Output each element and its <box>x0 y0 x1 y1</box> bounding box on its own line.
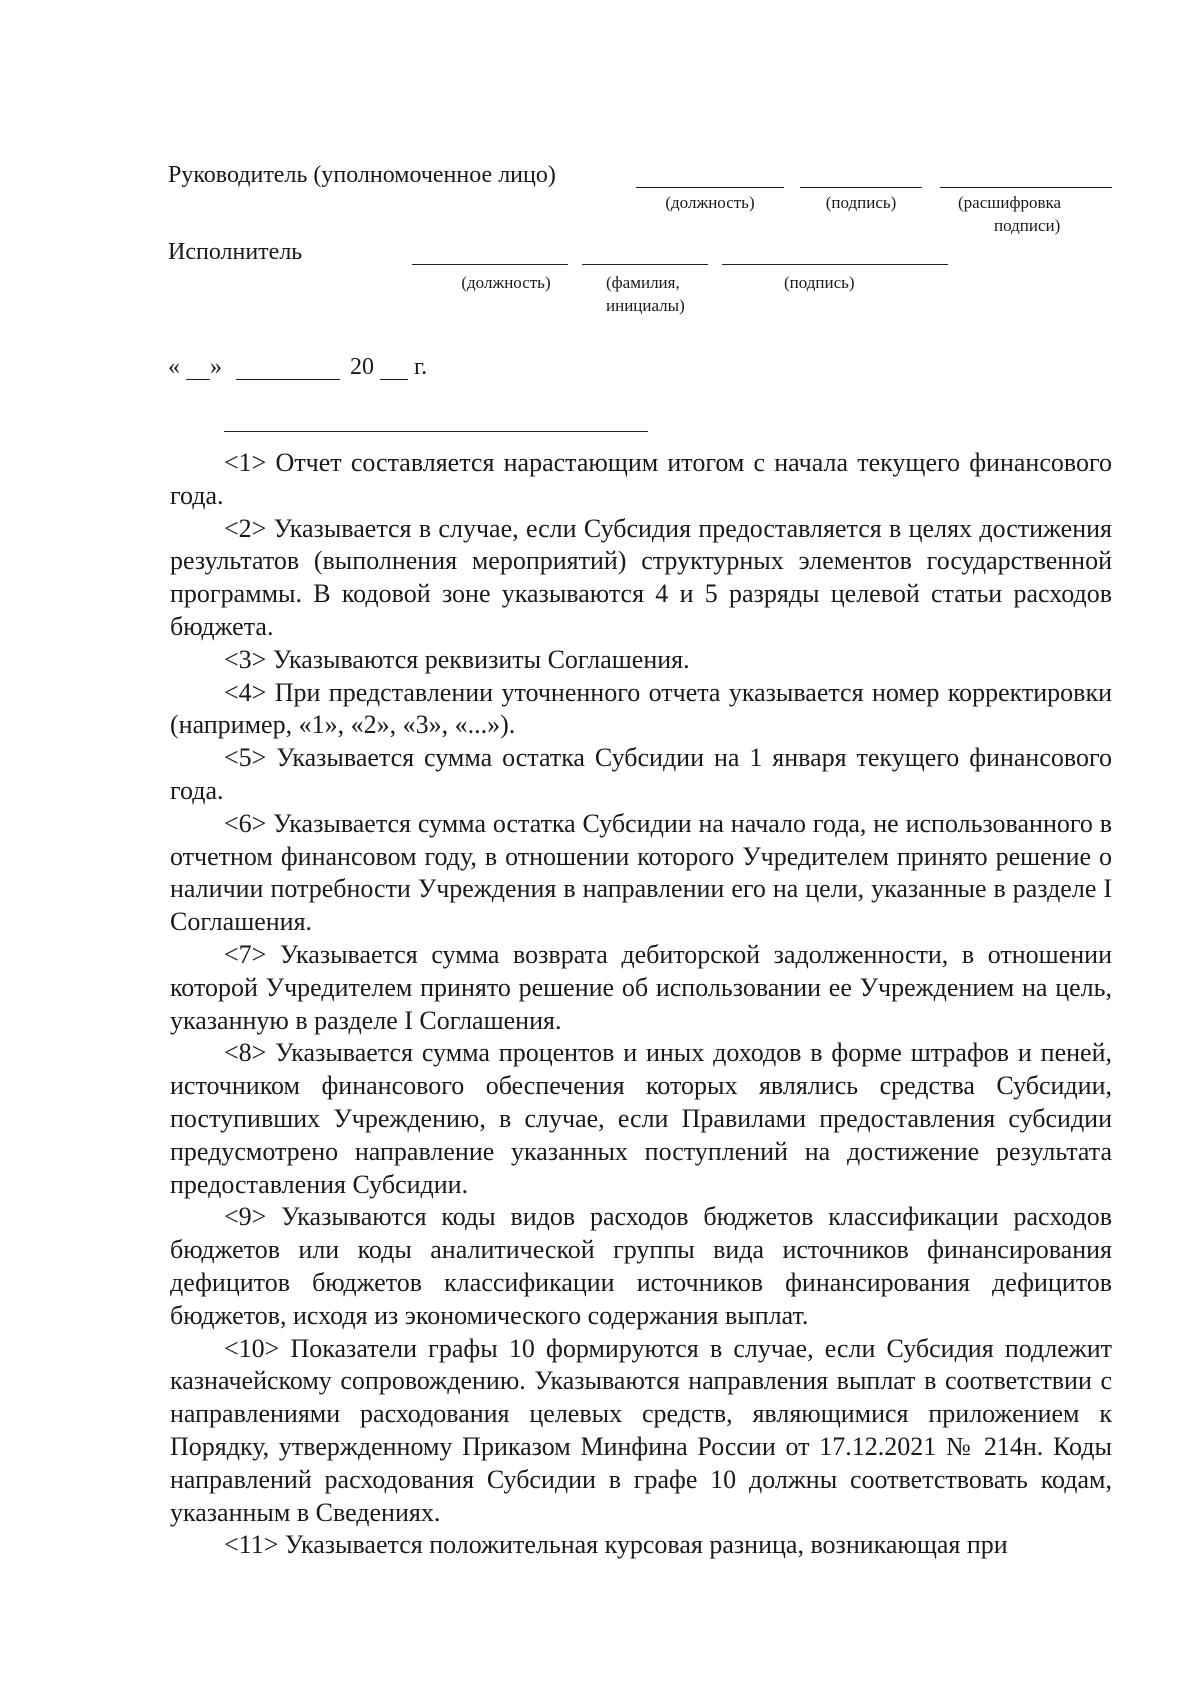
head-position-line <box>636 187 784 188</box>
footnote-3: <3> Указываются реквизиты Соглашения. <box>224 644 690 674</box>
date-quote-close: » <box>210 354 222 380</box>
executor-signature-caption: (подпись) <box>784 273 855 292</box>
head-position-caption: (должность) <box>665 193 755 212</box>
footnote-9: <9> Указываются коды видов расходов бюджетов классификации расходов бюджетов или коды аналитической группы вида источников финансирования дефицитов бюджетов классификации источников финансирования дефицитов бюджетов, исходя из экономического содержания выплат. <box>170 1202 1112 1330</box>
head-signature-caption: (подпись) <box>825 193 897 212</box>
date-year-suffix: г. <box>414 354 428 380</box>
footnote-1: <1> Отчет составляется нарастающим итогом с начала текущего финансового года. <box>170 448 1112 510</box>
head-signature-line <box>800 187 922 188</box>
executor-signature-line <box>722 264 948 265</box>
head-label: Руководитель (уполномоченное лицо) <box>168 162 556 188</box>
executor-name-caption-line1: (фамилия, <box>606 273 680 292</box>
executor-name-caption-line2: инициалы) <box>606 296 685 315</box>
date-quote-open: « <box>168 354 180 380</box>
footnote-8: <8> Указывается сумма процентов и иных доходов в форме штрафов и пеней, источником финансового обеспечения которых являлись средства Субсидии, поступивших Учреждению, в случае, если Правилами предоставления субсидии предусмотрено направление указанных поступлений на достижение результата предоставления Субсидии. <box>170 1038 1112 1199</box>
footnote-5: <5> Указывается сумма остатка Субсидии на 1 января текущего финансового года. <box>170 743 1112 805</box>
date-day-line <box>186 379 210 380</box>
date-year-line <box>380 379 408 380</box>
footnote-2: <2> Указывается в случае, если Субсидия предоставляется в целях достижения результатов (выполнения мероприятий) структурных элементов государственной программы. В кодовой зоне указываются 4 и 5 разряды целевой статьи расходов бюджета. <box>170 513 1112 641</box>
footnote-6: <6> Указывается сумма остатка Субсидии на начало года, не использованного в отчетном финансовом году, в отношении которого Учредителем принято решение о наличии потребности Учреждения в направлении его на цели, указанные в разделе I Соглашения. <box>170 808 1112 937</box>
head-decoding-caption-line2: подписи) <box>994 216 1061 235</box>
executor-position-line <box>412 264 568 265</box>
footnotes-list <box>170 447 1112 1562</box>
footnote-11: <11> Указывается положительная курсовая разница, возникающая при <box>224 1530 1008 1560</box>
footnote-7: <7> Указывается сумма возврата дебиторской задолженности, в отношении которой Учредителем принято решение об использовании ее Учреждением на цель, указанную в разделе I Соглашения. <box>170 939 1112 1035</box>
date-year-prefix: 20 <box>350 354 374 380</box>
executor-label: Исполнитель <box>168 239 303 265</box>
footnote-10: <10> Показатели графы 10 формируются в случае, если Субсидия подлежит казначейскому сопровождению. Указываются направления выплат в соответствии с направлениями расходования целевых средств, являющимися приложением к Порядку, утвержденному Приказом Минфина России от 17.12.2021 № 214н. Коды направлений расходования Субсидии в графе 10 должны соответствовать кодам, указанным в Сведениях. <box>170 1333 1112 1527</box>
date-month-line <box>236 379 340 380</box>
footnote-4: <4> При представлении уточненного отчета указывается номер корректировки (например, «1», «2», «3», «...»). <box>170 677 1112 740</box>
footnote-separator <box>224 431 648 432</box>
head-decoding-line <box>940 187 1112 188</box>
head-decoding-caption-line1: (расшифровка <box>958 193 1062 212</box>
executor-name-line <box>582 264 708 265</box>
executor-position-caption: (должность) <box>461 273 551 292</box>
